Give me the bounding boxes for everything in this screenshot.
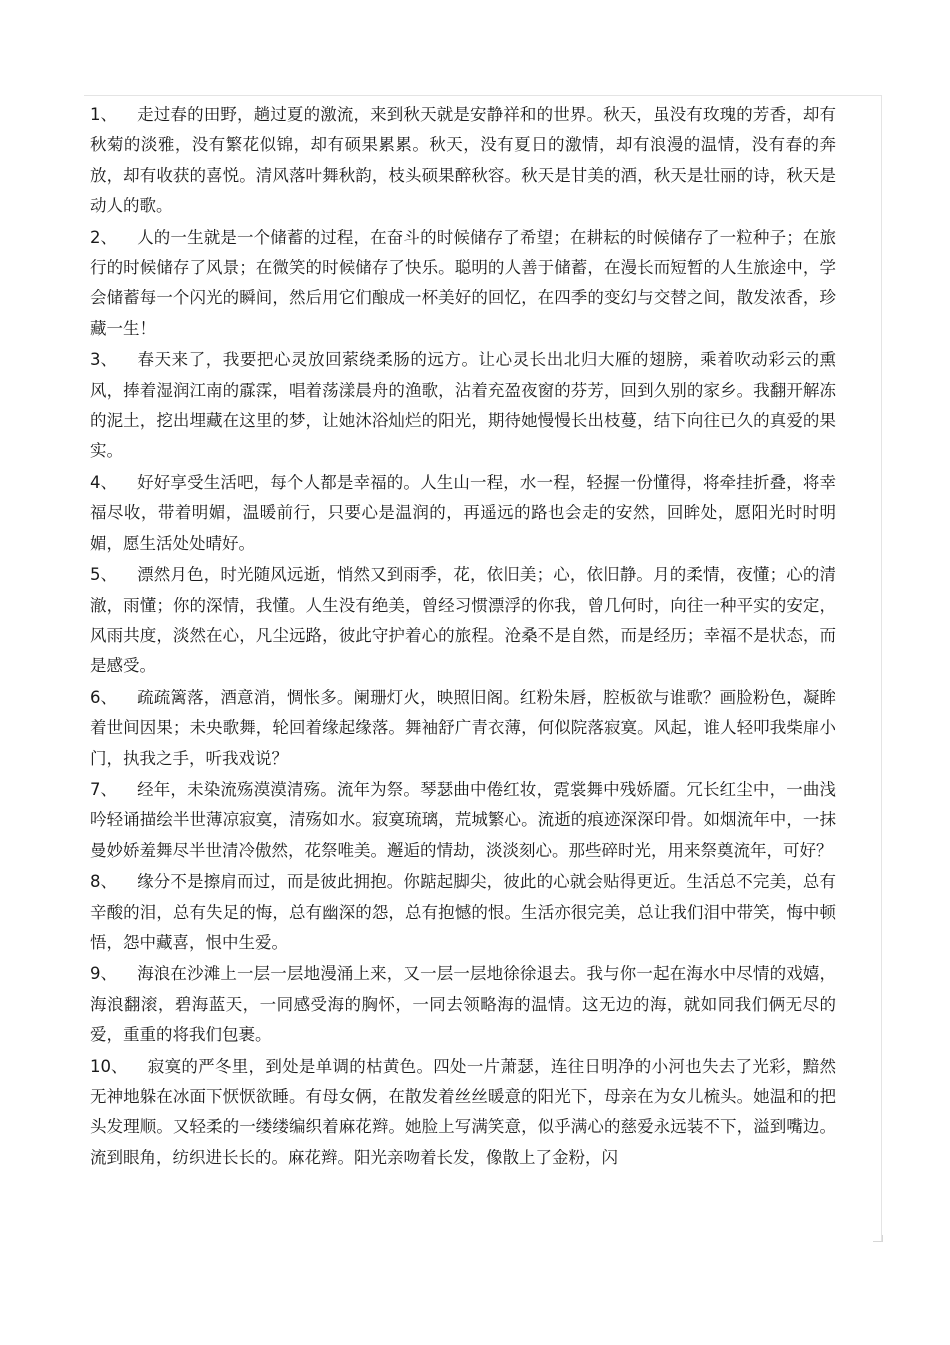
paragraph-text: 海浪在沙滩上一层一层地漫涌上来，又一层一层地徐徐退去。我与你一起在海水中尽情的戏嬉，海浪翻滚，碧海蓝天，一同感受海的胸怀，一同去领略海的温情。这无边的海，就如同我们俩无尽的爱，重重的将我们包裹。: [90, 964, 836, 1045]
paragraph-text: 春天来了，我要把心灵放回萦绕柔肠的远方。让心灵长出北归大雁的翅膀，乘着吹动彩云的熏风，捧着湿润江南的霡霂，唱着荡漾晨舟的渔歌，沾着充盈夜窗的芬芳，回到久别的家乡。我翻开解冻的泥土，挖出埋藏在这里的梦，让她沐浴灿烂的阳光，期待她慢慢长出枝蔓，结下向往已久的真爱的果实。: [90, 350, 836, 461]
paragraph-text: 疏疏篱落，酒意消，惆怅多。阑珊灯火，映照旧阁。红粉朱唇，腔板欲与谁歌？画脸粉色，凝眸着世间因果；未央歌舞，轮回着缘起缘落。舞袖舒广青衣薄，何似院落寂寞。风起，谁人轻叩我柴扉小门，执我之手，听我戏说？: [90, 687, 836, 768]
paragraph-3: [90, 345, 836, 467]
paragraph-number: 4、: [90, 472, 117, 492]
paragraph-5: [90, 560, 836, 682]
paragraph-number: 7、: [90, 779, 117, 799]
paragraph-9: [90, 959, 836, 1050]
paragraph-2: [90, 223, 836, 345]
paragraph-text: 寂寞的严冬里，到处是单调的枯黄色。四处一片萧瑟，连往日明净的小河也失去了光彩，黯然无神地躲在冰面下恹恹欲睡。有母女俩，在散发着丝丝暖意的阳光下，母亲在为女儿梳头。她温和的把头发理顺。又轻柔的一缕缕编织着麻花辫。她脸上写满笑意，似乎满心的慈爱永远装不下，溢到嘴边。流到眼角，纺织进长长的。麻花辫。阳光亲吻着长发，像散上了金粉，闪: [90, 1056, 836, 1167]
paragraph-7: [90, 775, 836, 866]
document-body: [90, 100, 836, 1244]
page-corner-mark: [873, 1235, 883, 1242]
paragraph-text: 好好享受生活吧，每个人都是幸福的。人生山一程，水一程，轻握一份懂得，将牵挂折叠，将幸福尽收，带着明媚，温暖前行，只要心是温润的，再遥远的路也会走的安然，回眸处，愿阳光时时明媚，愿生活处处晴好。: [90, 472, 836, 553]
paragraph-number: 2、: [90, 227, 117, 247]
paragraph-text: 漂然月色，时光随风远逝，悄然又到雨季，花，依旧美；心，依旧静。月的柔情，夜懂；心的清澈，雨懂；你的深情，我懂。人生没有绝美，曾经习惯漂浮的你我，曾几何时，向往一种平实的安定，风雨共度，淡然在心，凡尘远路，彼此守护着心的旅程。沧桑不是自然，而是经历；幸福不是状态，而是感受。: [90, 565, 836, 676]
paragraph-1: [90, 100, 836, 222]
paragraph-text: 经年，未染流殇漠漠清殇。流年为祭。琴瑟曲中倦红妆，霓裳舞中残娇靥。冗长红尘中，一曲浅吟轻诵描绘半世薄凉寂寞，清殇如水。寂寞琉璃，荒城繁心。流逝的痕迹深深印骨。如烟流年中，一抹曼妙娇羞舞尽半世清冷傲然，花祭唯美。邂逅的情劫，淡淡刻心。那些碎时光，用来祭奠流年，可好？: [90, 779, 836, 860]
paragraph-number: 6、: [90, 687, 117, 707]
paragraph-number: 3、: [90, 350, 117, 370]
paragraph-number: 9、: [90, 964, 117, 984]
paragraph-number: 8、: [90, 872, 117, 892]
paragraph-text: 缘分不是擦肩而过，而是彼此拥抱。你踮起脚尖，彼此的心就会贴得更近。生活总不完美，总有辛酸的泪，总有失足的悔，总有幽深的怨，总有抱憾的恨。生活亦很完美，总让我们泪中带笑，悔中顿悟，怨中藏喜，恨中生爱。: [90, 872, 836, 952]
paragraph-text: 人的一生就是一个储蓄的过程，在奋斗的时候储存了希望；在耕耘的时候储存了一粒种子；在旅行的时候储存了风景；在微笑的时候储存了快乐。聪明的人善于储蓄，在漫长而短暂的人生旅途中，学会储蓄每一个闪光的瞬间，然后用它们酿成一杯美好的回忆，在四季的变幻与交替之间，散发浓香，珍藏一生！: [90, 227, 836, 338]
paragraph-6: [90, 683, 836, 774]
paragraph-number: 10、: [90, 1056, 128, 1076]
paragraph-4: [90, 468, 836, 559]
paragraph-number: 1、: [90, 105, 117, 124]
paragraph-number: 5、: [90, 565, 117, 585]
paragraph-8: [90, 867, 836, 958]
paragraph-10: [90, 1052, 836, 1174]
paragraph-text: 走过春的田野，趟过夏的激流，来到秋天就是安静祥和的世界。秋天，虽没有玫瑰的芳香，却有秋菊的淡雅，没有繁花似锦，却有硕果累累。秋天，没有夏日的激情，却有浪漫的温情，没有春的奔放，却有收获的喜悦。清风落叶舞秋韵，枝头硕果醉秋容。秋天是甘美的酒，秋天是壮丽的诗，秋天是动人的歌。: [90, 105, 836, 216]
